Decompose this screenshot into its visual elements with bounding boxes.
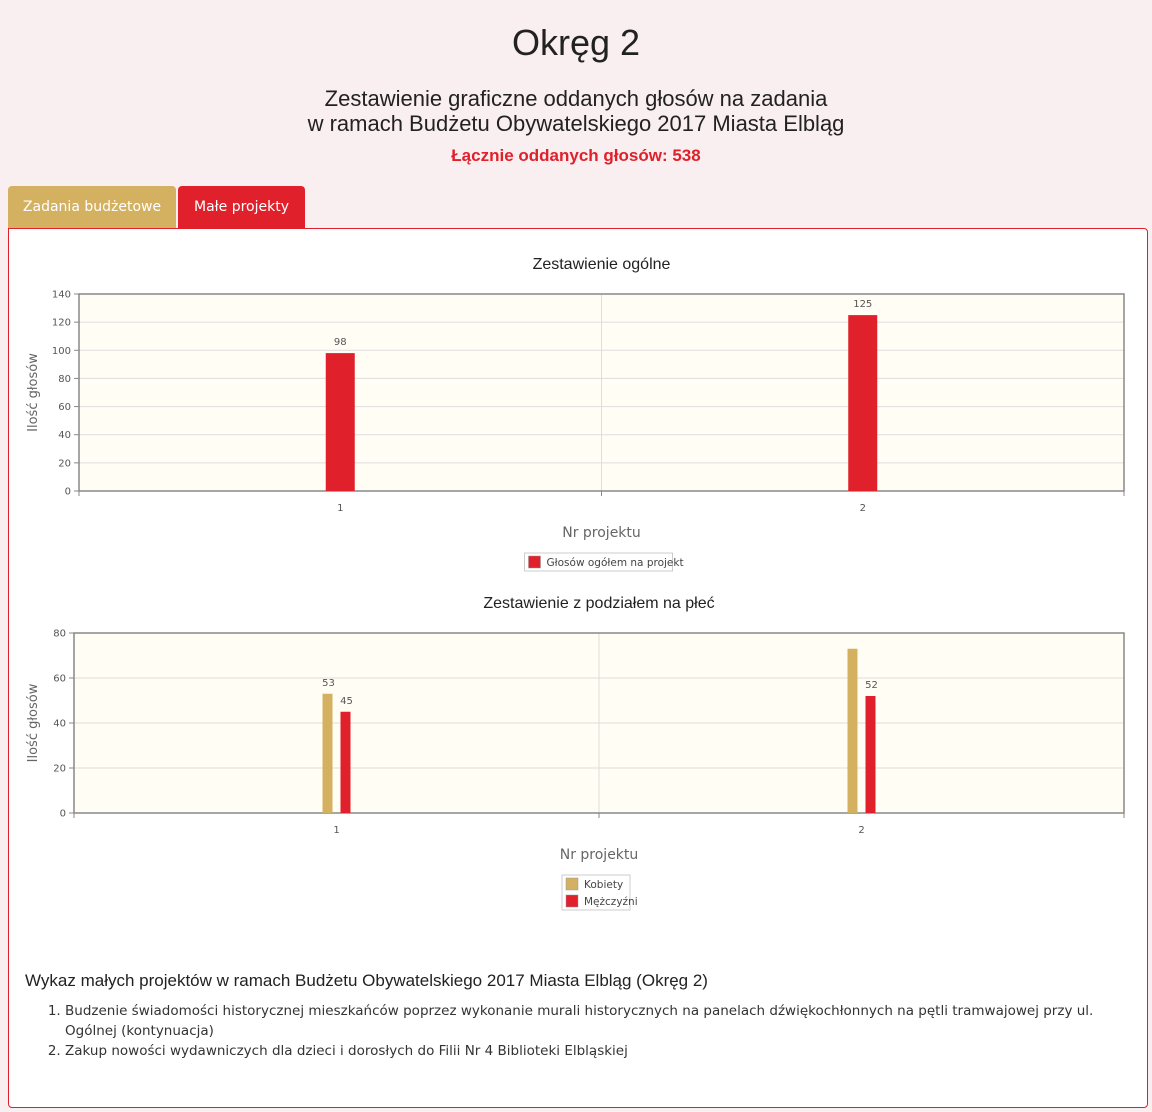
list-item: 1. Budzenie świadomości historycznej mieszkańców poprzez wykonanie murali historycznych na panelach dźwiękochłonnych na pętli tramwajowej przy ul. Ogólnej (kontynuacja) xyxy=(65,1001,1125,1041)
legend-swatch xyxy=(529,556,541,568)
x-axis-label: Nr projektu xyxy=(559,847,639,863)
list-item: 2. Zakup nowości wydawniczych dla dzieci i dorosłych do Filii Nr 4 Biblioteki Elbląskiej xyxy=(65,1041,1125,1061)
y-tick-label: 20 xyxy=(53,763,66,775)
y-tick-label: 80 xyxy=(53,628,66,640)
y-tick-label: 80 xyxy=(58,373,71,385)
y-axis-label: Ilość głosów xyxy=(26,683,41,763)
subtitle-line-2: w ramach Budżetu Obywatelskiego 2017 Miasta Elbląg xyxy=(307,111,845,136)
chart-title: Zestawienie z podziałem na płeć xyxy=(483,595,715,612)
legend-swatch xyxy=(566,895,578,907)
bar xyxy=(866,696,876,813)
projects-list-title: Wykaz małych projektów w ramach Budżetu Obywatelskiego 2017 Miasta Elbląg (Okręg 2) xyxy=(25,971,708,990)
data-label: 125 xyxy=(853,299,873,311)
chart-title: Zestawienie ogólne xyxy=(532,256,671,273)
x-tick-label: 1 xyxy=(333,825,340,836)
y-tick-label: 40 xyxy=(58,430,71,442)
subtitle-line-1: Zestawienie graficzne oddanych głosów na zadania xyxy=(324,86,828,111)
y-tick-label: 60 xyxy=(58,402,71,414)
y-axis-label: Ilość głosów xyxy=(26,353,41,432)
tab-budget-tasks[interactable]: Zadania budżetowe xyxy=(8,186,176,228)
bar xyxy=(326,353,355,491)
y-tick-label: 20 xyxy=(58,458,71,470)
bar xyxy=(323,694,333,813)
y-tick-label: 60 xyxy=(53,673,66,685)
tab-small-projects[interactable]: Małe projekty xyxy=(178,186,305,228)
bar xyxy=(848,315,877,491)
y-tick-label: 120 xyxy=(51,317,71,329)
charts-area xyxy=(9,229,1147,949)
legend-label: Mężczyźni xyxy=(584,896,638,908)
legend-swatch xyxy=(566,878,578,890)
x-tick-label: 2 xyxy=(858,825,865,836)
page-title: Okręg 2 xyxy=(511,22,641,63)
x-tick-label: 2 xyxy=(859,503,866,514)
page-subtitle xyxy=(0,86,1152,136)
total-votes: Łącznie oddanych głosów: 538 xyxy=(451,146,701,165)
bar xyxy=(341,712,351,813)
content-panel xyxy=(8,228,1148,1108)
data-label: 53 xyxy=(322,677,335,689)
data-label: 52 xyxy=(865,680,878,691)
y-tick-label: 0 xyxy=(64,486,71,498)
y-tick-label: 140 xyxy=(51,289,71,301)
y-tick-label: 40 xyxy=(53,718,66,730)
y-tick-label: 0 xyxy=(59,808,66,820)
bar xyxy=(848,649,858,813)
x-tick-label: 1 xyxy=(337,503,344,514)
y-tick-label: 100 xyxy=(51,345,71,357)
legend-label: Głosów ogółem na projekt xyxy=(546,557,684,569)
data-label: 45 xyxy=(340,695,353,707)
legend-label: Kobiety xyxy=(584,879,624,891)
projects-list xyxy=(25,1001,1125,1061)
x-axis-label: Nr projektu xyxy=(562,525,641,541)
data-label: 98 xyxy=(333,337,347,349)
